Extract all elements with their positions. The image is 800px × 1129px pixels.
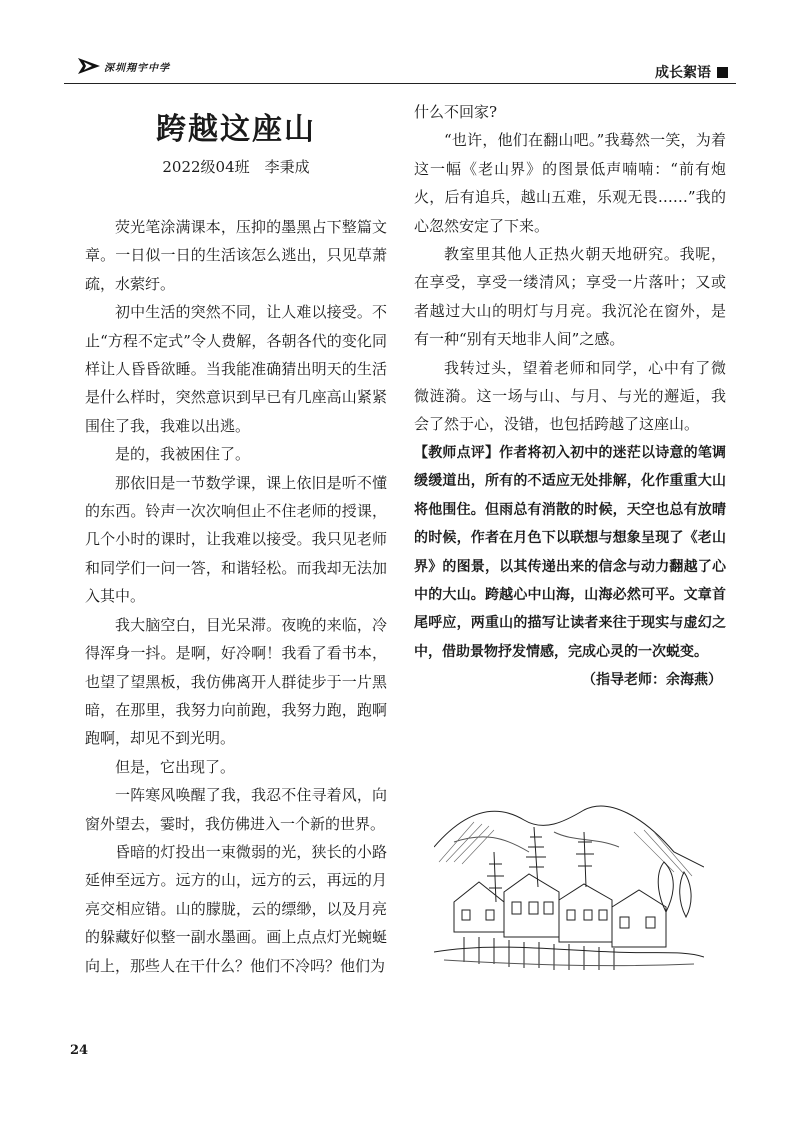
article-title: 跨越这座山 [156,112,316,147]
school-logo [78,58,170,74]
paragraph: 一阵寒风唤醒了我，我忍不住寻着风，向窗外望去，霎时，我仿佛进入一个新的世界。 [85,786,387,833]
paragraph: 教室里其他人正热火朝天地研究。我呢，在享受，享受一缕清风；享受一片落叶；又或者越过大山的明灯与月亮。我沉沦在窗外，是有一种“别有天地非人间”之感。 [414,245,726,349]
review-label: 【教师点评】 [414,444,500,461]
review-text: 作者将初入初中的迷茫以诗意的笔调缓缓道出，所有的不适应无处排解，化作重重大山将他围住。但雨总有消散的时候，天空也总有放晴的时候，作者在月色下以联想与想象呈现了《老山界》的图景，以其传递出来的信念与动力翻越了心中的大山。跨越心中山海，山海必然可平。文章首尾呼应，两重山的描写让读者来往于现实与虚幻之中，借助景物抒发情感，完成心灵的一次蜕变。 [414,444,727,660]
paragraph: 我大脑空白，目光呆滞。夜晚的来临，冷得浑身一抖。是啊，好冷啊！我看了看书本，也望了望黑板，我仿佛离开人群徒步于一片黑暗，在那里，我努力向前跑，我努力跑，跑啊跑啊，却见不到光明。 [85,615,387,748]
paragraph: 是的，我被困住了。 [115,445,251,464]
section-title [655,62,728,82]
paragraph: 那依旧是一节数学课，课上依旧是听不懂的东西。铃声一次次响但止不住老师的授课，几个小时的课时，让我难以接受。我只见老师和同学们一问一答，和谐轻松。而我却无法加入其中。 [85,473,387,606]
paragraph: 初中生活的突然不同，让人难以接受。不止“方程不定式”令人费解，各朝各代的变化同样让人昏昏欲睡。当我能准确猜出明天的生活是什么样时，突然意识到早已有几座高山紧紧围住了我，我难以出逃。 [85,303,387,435]
article-byline: 2022级04班 李秉成 [162,158,310,176]
left-column [85,213,387,980]
paragraph: 昏暗的灯投出一束微弱的光，狭长的小路延伸至远方。远方的山，远方的云，再远的月亮交相应错。山的朦胧，云的缥缈，以及月亮的躲藏好似整一副水墨画。画上点点灯光蜿蜒向上，那些人在干什么？他们不冷吗？他们为 [85,842,387,975]
village-sketch-illustration [434,792,704,972]
paragraph-continuation: 什么不回家? [414,103,498,121]
section-label: 成长絮语 [655,65,711,81]
teacher-review [414,439,726,666]
paragraph: 但是，它出现了。 [115,757,236,776]
section-square-icon [717,67,728,78]
header-rule [64,83,736,84]
school-name: 深圳翔宇中学 [104,62,170,74]
mentor-credit: （指导老师：余海燕） [582,672,722,689]
paragraph: 我转过头，望着老师和同学，心中有了微微涟漪。这一场与山、与月、与光的邂逅，我会了然于心，没错，也包括跨越了这座山。 [414,358,726,434]
paragraph: “也许，他们在翻山吧。”我蓦然一笑，为着这一幅《老山界》的图景低声喃喃：“前有炮火，后有追兵，越山五难，乐观无畏……”我的心忽然安定了下来。 [414,131,726,235]
right-column [414,98,726,695]
paragraph: 荧光笔涂满课本，压抑的墨黑占下整篇文章。一日似一日的生活该怎么逃出，只见草萧疏，水萦纡。 [85,218,387,293]
school-logo-icon [78,58,100,74]
page-number: 24 [70,1043,89,1058]
page-header [64,52,736,82]
